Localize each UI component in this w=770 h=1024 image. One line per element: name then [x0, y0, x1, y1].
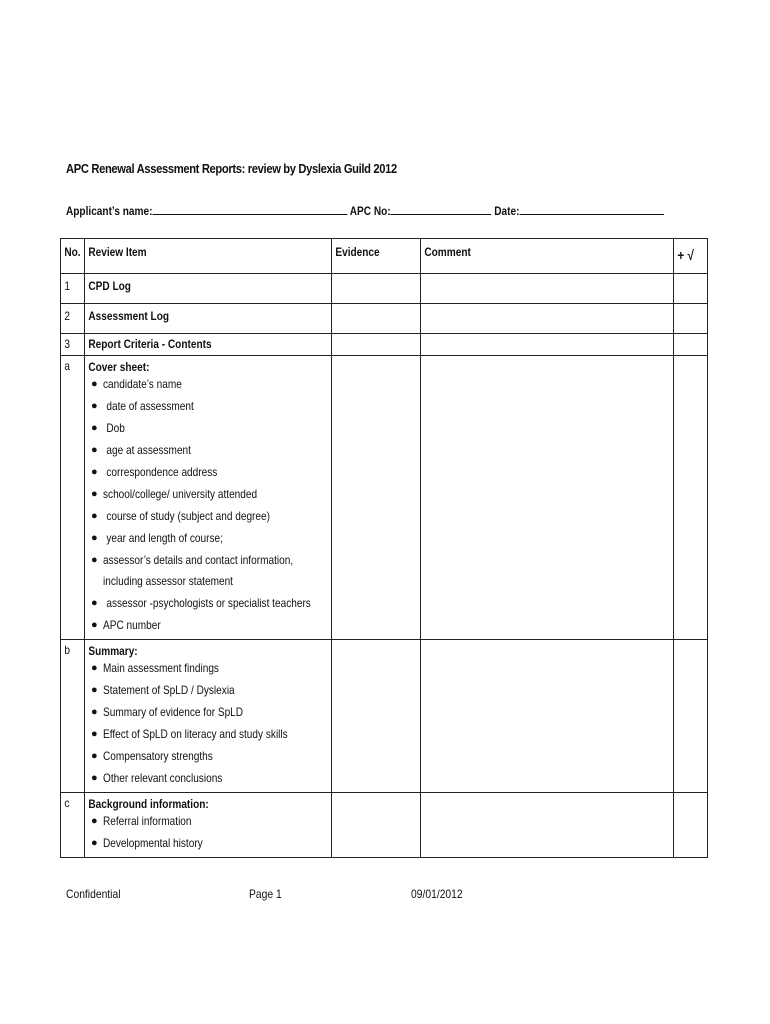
list-item: ● school/college/ university attended: [91, 487, 258, 501]
list-item: ● age at assessment: [91, 443, 192, 457]
bullet-icon: ●: [91, 488, 98, 500]
bullet-list: [85, 811, 331, 857]
check-cell[interactable]: [673, 640, 707, 793]
list-item: ● Statement of SpLD / Dyslexia: [91, 683, 235, 697]
section-row-summary: [61, 640, 708, 793]
applicant-details-line: [66, 203, 664, 218]
applicant-name-blank[interactable]: [152, 203, 347, 215]
bullet-icon: ●: [91, 510, 98, 522]
bullet-icon: ●: [91, 400, 98, 412]
footer-confidential: Confidential: [66, 887, 121, 901]
comment-cell[interactable]: [420, 793, 673, 858]
bullet-icon: ●: [91, 554, 98, 566]
bullet-icon: ●: [91, 597, 98, 609]
apc-number-label: APC No:: [349, 204, 391, 218]
check-cell[interactable]: [673, 304, 707, 334]
list-item: ● Developmental history: [91, 836, 203, 850]
bullet-icon: ●: [91, 662, 98, 674]
bullet-icon: ●: [91, 815, 98, 827]
row-item: CPD Log: [85, 274, 332, 304]
evidence-cell[interactable]: [332, 334, 420, 356]
row-number: 2: [61, 304, 85, 334]
list-item: ● APC number: [91, 618, 161, 632]
applicant-name-label: Applicant’s name:: [66, 204, 153, 218]
bullet-icon: ●: [91, 837, 98, 849]
date-label: Date:: [494, 204, 520, 218]
comment-cell[interactable]: [420, 334, 673, 356]
table-row: [61, 334, 708, 356]
bullet-icon: ●: [91, 706, 98, 718]
table-header-row: [61, 239, 708, 274]
check-cell[interactable]: [673, 334, 707, 356]
check-cell[interactable]: [673, 356, 707, 640]
section-row-cover-sheet: [61, 356, 708, 640]
bullet-list: [85, 374, 331, 639]
section-content: Background information: ● Referral information ● Developmental history: [85, 793, 332, 858]
page-title: APC Renewal Assessment Reports: review by Dyslexia Guild 2012: [66, 161, 397, 176]
header-check: + √: [673, 239, 707, 274]
evidence-cell[interactable]: [332, 304, 420, 334]
bullet-list: [85, 658, 331, 792]
evidence-cell[interactable]: [332, 274, 420, 304]
bullet-icon: ●: [91, 444, 98, 456]
row-item: Assessment Log: [85, 304, 332, 334]
row-number: a: [61, 356, 85, 640]
row-number: 3: [61, 334, 85, 356]
table-row: [61, 274, 708, 304]
table-row: [61, 304, 708, 334]
list-item: ● correspondence address: [91, 465, 218, 479]
review-table: [60, 238, 708, 858]
bullet-icon: ●: [91, 619, 98, 631]
bullet-icon: ●: [91, 728, 98, 740]
bullet-icon: ●: [91, 378, 98, 390]
list-item: ● Main assessment findings: [91, 661, 220, 675]
footer-page-number: Page 1: [249, 887, 282, 901]
bullet-icon: ●: [91, 750, 98, 762]
header-no: No.: [61, 239, 85, 274]
section-content: Cover sheet: ● candidate’s name ● date of assessment ● Dob ● age at assessment ● correspondence address ● school/college/ university attended ● course of study (subject and degree) ● year and length of course; ● assessor’s details and contact information, including assessor statement ● assessor -psychologists or specialist teachers ● APC number: [85, 356, 332, 640]
bullet-icon: ●: [91, 772, 98, 784]
list-item: ● date of assessment: [91, 399, 194, 413]
comment-cell[interactable]: [420, 304, 673, 334]
bullet-icon: ●: [91, 422, 98, 434]
list-item: ● year and length of course;: [91, 531, 223, 545]
footer-date: 09/01/2012: [411, 887, 463, 901]
header-comment: Comment: [420, 239, 673, 274]
evidence-cell[interactable]: [332, 640, 420, 793]
evidence-cell[interactable]: [332, 356, 420, 640]
bullet-icon: ●: [91, 684, 98, 696]
section-row-background: [61, 793, 708, 858]
row-number: 1: [61, 274, 85, 304]
list-item: ● course of study (subject and degree): [91, 509, 271, 523]
list-item: ● Compensatory strengths: [91, 749, 213, 763]
date-blank[interactable]: [519, 203, 663, 215]
list-item: ● Referral information: [91, 814, 192, 828]
list-item: ● Other relevant conclusions: [91, 771, 223, 785]
row-number: c: [61, 793, 85, 858]
comment-cell[interactable]: [420, 640, 673, 793]
check-cell[interactable]: [673, 793, 707, 858]
bullet-icon: ●: [91, 532, 98, 544]
list-item: ● candidate’s name: [91, 377, 182, 391]
list-item: ● assessor -psychologists or specialist teachers: [91, 596, 311, 610]
evidence-cell[interactable]: [332, 793, 420, 858]
section-content: Summary: ● Main assessment findings ● Statement of SpLD / Dyslexia ● Summary of evidence for SpLD ● Effect of SpLD on literacy and study skills ● Compensatory strengths ● Other relevant conclusions: [85, 640, 332, 793]
apc-number-blank[interactable]: [391, 203, 492, 215]
header-review-item: Review Item: [85, 239, 332, 274]
bullet-icon: ●: [91, 466, 98, 478]
comment-cell[interactable]: [420, 356, 673, 640]
list-item: ● Effect of SpLD on literacy and study skills: [91, 727, 288, 741]
list-item: ● Dob: [91, 421, 125, 435]
header-evidence: Evidence: [332, 239, 420, 274]
list-item: ● assessor’s details and contact information, including assessor statement: [91, 553, 294, 588]
check-cell[interactable]: [673, 274, 707, 304]
row-number: b: [61, 640, 85, 793]
comment-cell[interactable]: [420, 274, 673, 304]
list-item: ● Summary of evidence for SpLD: [91, 705, 244, 719]
row-item: Report Criteria - Contents: [85, 334, 332, 356]
